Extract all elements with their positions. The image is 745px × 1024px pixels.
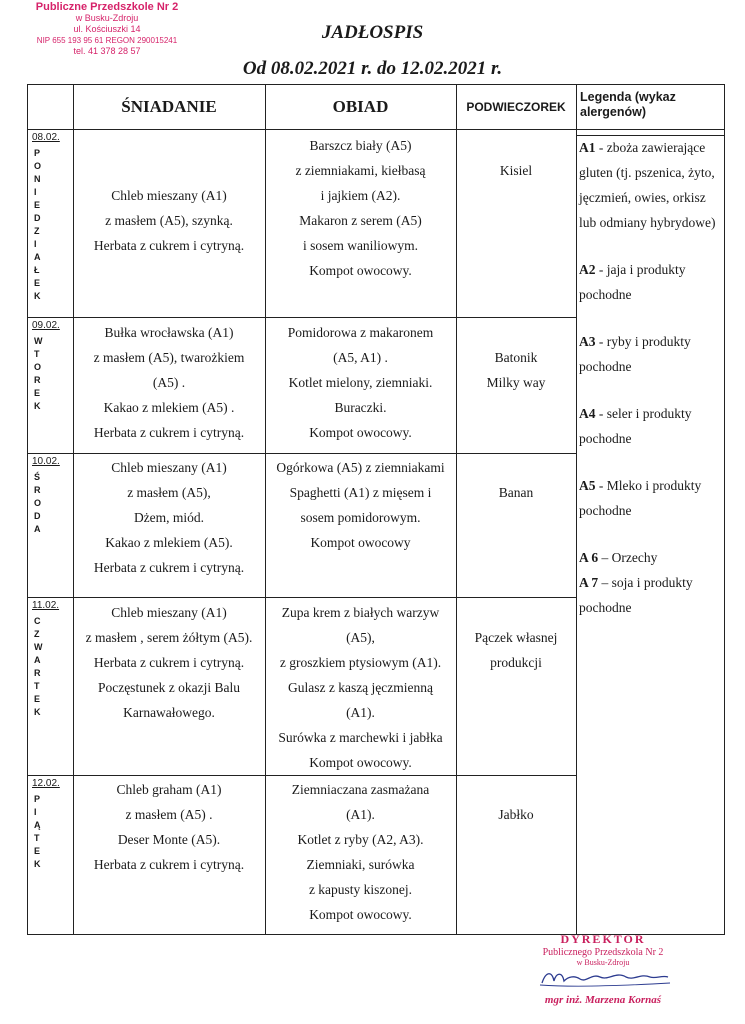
menu-table xyxy=(27,84,725,935)
menu-line: Zupa krem z białych warzyw xyxy=(281,605,440,620)
stamp-line: w Busku-Zdroju xyxy=(75,13,139,23)
day-name: Ś R O D A xyxy=(34,472,42,534)
menu-line: Kotlet z ryby (A2, A3). xyxy=(297,832,424,847)
legend-item xyxy=(579,329,724,379)
menu-line: z masłem (A5), twarożkiem xyxy=(93,350,245,365)
legend-code: A 6 xyxy=(579,550,599,565)
header-lunch: OBIAD xyxy=(332,97,389,116)
menu-line: Pączek własnej xyxy=(474,630,558,645)
stamp-line: NIP 655 193 95 61 REGON 290015241 xyxy=(36,36,178,45)
legend-text: - ryby i produkty pochodne xyxy=(579,334,691,374)
legend-item xyxy=(579,545,724,570)
day-label xyxy=(28,453,73,597)
menu-line: Jabłko xyxy=(498,807,534,822)
menu-line: z masłem (A5) . xyxy=(125,807,213,822)
day-label xyxy=(28,597,73,775)
legend-code: A2 xyxy=(579,262,596,277)
legend-item xyxy=(579,135,724,235)
day-label xyxy=(28,317,73,453)
legend-item xyxy=(579,473,724,523)
header-breakfast: ŚNIADANIE xyxy=(121,97,217,116)
menu-line: Pomidorowa z makaronem xyxy=(287,325,434,340)
day-date: 12.02. xyxy=(32,778,60,789)
menu-line: produkcji xyxy=(490,655,542,670)
lunch-cell xyxy=(265,455,456,555)
header-legend: Legenda (wykaz alergenów) xyxy=(580,90,676,119)
snack-cell xyxy=(456,345,576,395)
menu-line: (A5, A1) . xyxy=(333,350,388,365)
menu-line: Makaron z serem (A5) xyxy=(299,213,422,228)
snack-cell xyxy=(456,802,576,827)
menu-line: (A1). xyxy=(346,705,375,720)
stamp-line: Publiczne Przedszkole Nr 2 xyxy=(35,1,179,13)
menu-line: Kompot owocowy. xyxy=(309,755,412,770)
menu-line: z ziemniakami, kiełbasą xyxy=(295,163,426,178)
snack-cell xyxy=(456,480,576,505)
director-institution: Publicznego Przedszkola Nr 2 xyxy=(542,947,664,958)
menu-line: Spaghetti (A1) z mięsem i xyxy=(289,485,432,500)
day-label xyxy=(28,775,73,934)
menu-line: Kotlet mielony, ziemniaki. xyxy=(288,375,433,390)
menu-line: (A5), xyxy=(346,630,375,645)
legend-code: A1 xyxy=(579,140,596,155)
menu-line: Bułka wrocławska (A1) xyxy=(104,325,234,340)
menu-line: Herbata z cukrem i cytryną. xyxy=(93,857,245,872)
menu-line: Kisiel xyxy=(499,163,533,178)
menu-line: Ziemniaki, surówka xyxy=(306,857,415,872)
breakfast-cell xyxy=(73,183,265,258)
menu-line: z masłem , serem żółtym (A5). xyxy=(85,630,253,645)
menu-line: Gulasz z kaszą jęczmienną xyxy=(287,680,434,695)
breakfast-cell xyxy=(73,320,265,445)
day-name: W T O R E K xyxy=(34,336,43,411)
menu-line: Dżem, miód. xyxy=(133,510,205,525)
stamp-line: tel. 41 378 28 57 xyxy=(73,46,141,56)
legend-text: – Orzechy xyxy=(598,550,658,565)
menu-line: Milky way xyxy=(486,375,546,390)
director-title: DYREKTOR xyxy=(560,932,646,946)
day-date: 08.02. xyxy=(32,132,60,143)
menu-line: Herbata z cukrem i cytryną. xyxy=(93,560,245,575)
menu-line: Kompot owocowy. xyxy=(309,907,412,922)
menu-line: Kakao z mlekiem (A5) . xyxy=(103,400,235,415)
menu-line: i jajkiem (A2). xyxy=(320,188,401,203)
menu-line: i sosem waniliowym. xyxy=(302,238,419,253)
menu-line: Ziemniaczana zasmażana xyxy=(291,782,430,797)
legend-item xyxy=(579,570,724,620)
signature-scribble xyxy=(528,967,678,989)
menu-line: Poczęstunek z okazji Balu xyxy=(97,680,241,695)
lunch-cell xyxy=(265,320,456,445)
menu-line: Kakao z mlekiem (A5). xyxy=(105,535,233,550)
lunch-cell xyxy=(265,777,456,927)
legend-text: – soja i produkty pochodne xyxy=(579,575,693,615)
menu-line: Deser Monte (A5). xyxy=(117,832,221,847)
allergen-legend xyxy=(579,135,724,620)
header-snack: PODWIECZOREK xyxy=(466,100,566,114)
menu-line: Batonik xyxy=(494,350,538,365)
menu-line: Herbata z cukrem i cytryną. xyxy=(93,655,245,670)
legend-code: A4 xyxy=(579,406,596,421)
legend-code: A5 xyxy=(579,478,596,493)
legend-item xyxy=(579,257,724,307)
menu-line: sosem pomidorowym. xyxy=(300,510,421,525)
menu-line: Buraczki. xyxy=(334,400,387,415)
menu-line: (A5) . xyxy=(152,375,186,390)
menu-line: Chleb graham (A1) xyxy=(116,782,222,797)
day-date: 11.02. xyxy=(32,600,60,611)
menu-line: Herbata z cukrem i cytryną. xyxy=(93,425,245,440)
menu-line: Banan xyxy=(498,485,534,500)
day-name: P O N I E D Z I A Ł E K xyxy=(34,148,42,301)
lunch-cell xyxy=(265,133,456,283)
legend-code: A3 xyxy=(579,334,596,349)
menu-line: Karnawałowego. xyxy=(123,705,215,720)
menu-line: Kompot owocowy xyxy=(310,535,411,550)
menu-line: Ogórkowa (A5) z ziemniakami xyxy=(276,460,445,475)
menu-line: z groszkiem ptysiowym (A1). xyxy=(279,655,442,670)
stamp-line: ul. Kościuszki 14 xyxy=(73,24,141,34)
date-range: Od 08.02.2021 r. do 12.02.2021 r. xyxy=(242,58,503,79)
legend-text: - seler i produkty pochodne xyxy=(579,406,692,446)
day-date: 09.02. xyxy=(32,320,60,331)
breakfast-cell xyxy=(73,777,265,877)
menu-line: Herbata z cukrem i cytryną. xyxy=(93,238,245,253)
legend-code: A 7 xyxy=(579,575,599,590)
day-name: P I Ą T E K xyxy=(34,794,41,869)
menu-line: Kompot owocowy. xyxy=(309,263,412,278)
menu-line: Chleb mieszany (A1) xyxy=(111,188,227,203)
menu-line: z kapusty kiszonej. xyxy=(308,882,413,897)
menu-line: Chleb mieszany (A1) xyxy=(111,605,227,620)
director-name: mgr inż. Marzena Kornaś xyxy=(544,994,662,1006)
breakfast-cell xyxy=(73,455,265,580)
menu-line: Kompot owocowy. xyxy=(309,425,412,440)
legend-text: - Mleko i produkty pochodne xyxy=(579,478,702,518)
snack-cell xyxy=(456,625,576,675)
legend-text: - jaja i produkty pochodne xyxy=(579,262,686,302)
menu-line: (A1). xyxy=(346,807,375,822)
page-title: JADŁOSPIS xyxy=(321,22,424,43)
breakfast-cell xyxy=(73,600,265,725)
menu-line: Chleb mieszany (A1) xyxy=(111,460,227,475)
director-stamp xyxy=(518,932,688,1006)
director-city: w Busku-Zdroju xyxy=(576,958,630,967)
day-date: 10.02. xyxy=(32,456,60,467)
menu-line: z masłem (A5), xyxy=(127,485,211,500)
lunch-cell xyxy=(265,600,456,775)
snack-cell xyxy=(456,158,576,183)
legend-text: - zboża zawierające gluten (tj. pszenica, żyto, jęczmień, owies, orkisz lub odmiany hybrydowe) xyxy=(579,140,716,230)
menu-line: Surówka z marchewki i jabłka xyxy=(278,730,443,745)
day-label xyxy=(28,129,73,317)
menu-line: Barszcz biały (A5) xyxy=(309,138,412,153)
day-name: C Z W A R T E K xyxy=(34,616,43,717)
menu-line: z masłem (A5), szynką. xyxy=(105,213,233,228)
legend-item xyxy=(579,401,724,451)
